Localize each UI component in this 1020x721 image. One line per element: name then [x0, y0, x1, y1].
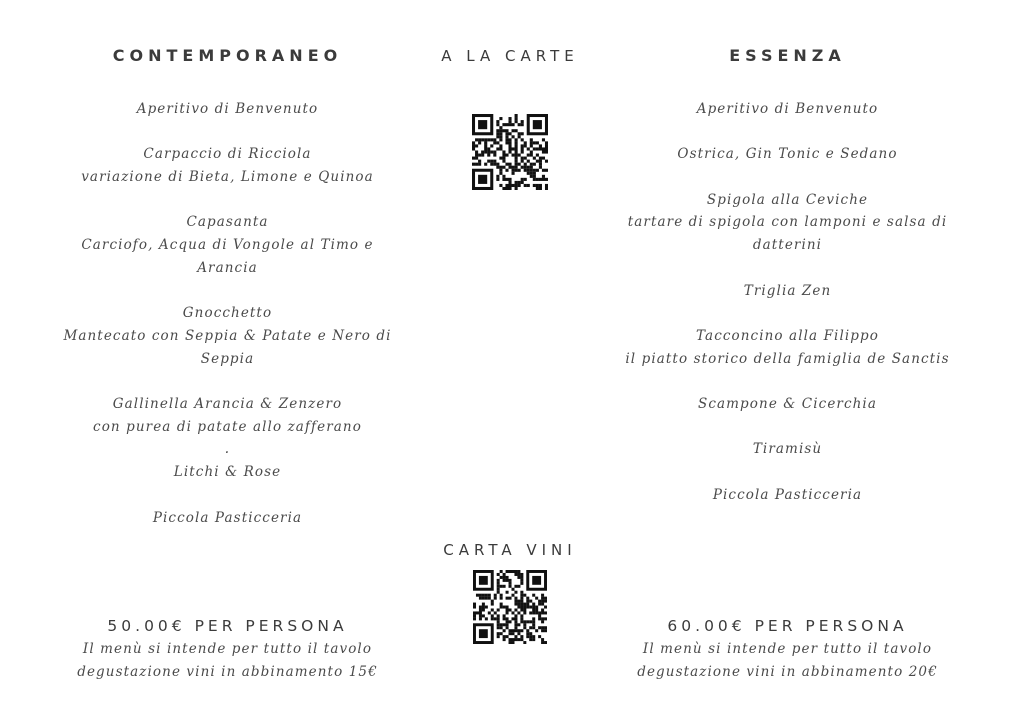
menu-line	[60, 189, 395, 212]
essenza-menu	[625, 98, 950, 507]
contemporaneo-note-line2: degustazione vini in abbinamento 15€	[77, 663, 378, 680]
menu-line: Ostrica, Gin Tonic e Sedano	[677, 146, 898, 163]
menu-line: .	[224, 441, 231, 458]
contemporaneo-note-line1: Il menù si intende per tutto il tavolo	[82, 641, 373, 657]
menu-line: Tiramisù	[752, 441, 823, 458]
qr-code-icon[interactable]	[473, 570, 547, 644]
menu-line: Gnocchetto	[182, 305, 273, 322]
essenza-price: 60.00€ PER PERSONA	[667, 617, 908, 635]
menu-line: il piatto storico della famiglia de Sanctis	[625, 350, 950, 367]
essenza-note-line2: degustazione vini in abbinamento 20€	[637, 663, 938, 680]
a-la-carte-section	[410, 47, 610, 65]
menu-line	[625, 461, 950, 484]
menu-line: Capasanta	[186, 214, 269, 231]
menu-line: Aperitivo di Benvenuto	[136, 101, 319, 117]
menu-line: datterini	[752, 237, 823, 254]
menu-line: Gallinella Arancia & Zenzero	[112, 396, 343, 413]
contemporaneo-column	[60, 46, 395, 65]
contemporaneo-price: 50.00€ PER PERSONA	[107, 617, 348, 635]
menu-line: Aperitivo di Benvenuto	[696, 101, 879, 117]
menu-line: Spigola alla Ceviche	[706, 191, 869, 208]
menu-line: Mantecato con Seppia & Patate e Nero di	[63, 327, 392, 344]
menu-line	[60, 484, 395, 507]
menu-line	[625, 257, 950, 280]
menu-line	[60, 121, 395, 144]
menu-line: con purea di patate allo zafferano	[93, 418, 362, 435]
menu-line: Carciofo, Acqua di Vongole al Timo e	[81, 237, 374, 254]
menu-line: Triglia Zen	[743, 282, 832, 299]
contemporaneo-menu	[60, 98, 395, 529]
carta-vini-title: CARTA VINI	[443, 541, 577, 559]
menu-line: Piccola Pasticceria	[152, 509, 303, 526]
menu-line	[625, 166, 950, 189]
contemporaneo-footer	[60, 617, 395, 635]
menu-line	[625, 370, 950, 393]
contemporaneo-note	[60, 638, 395, 683]
menu-line: Piccola Pasticceria	[712, 486, 863, 503]
menu-line: Tacconcino alla Filippo	[696, 327, 879, 344]
menu-line	[625, 416, 950, 439]
contemporaneo-title: CONTEMPORANEO	[112, 46, 343, 65]
menu-line	[625, 121, 950, 144]
essenza-column	[625, 46, 950, 65]
menu-line: Seppia	[200, 350, 255, 367]
menu-line	[60, 280, 395, 303]
essenza-footer	[625, 617, 950, 635]
essenza-note	[625, 638, 950, 683]
menu-line: tartare di spigola con lamponi e salsa di	[627, 214, 948, 231]
essenza-note-line1: Il menù si intende per tutto il tavolo	[642, 641, 933, 657]
menu-line: Litchi & Rose	[173, 464, 282, 481]
menu-line	[625, 302, 950, 325]
menu-line: Carpaccio di Ricciola	[143, 146, 312, 163]
menu-line	[60, 370, 395, 393]
menu-line: Arancia	[197, 259, 258, 276]
essenza-title: ESSENZA	[729, 46, 846, 65]
qr-code-icon[interactable]	[472, 114, 548, 190]
a-la-carte-title: A LA CARTE	[441, 47, 579, 65]
menu-line: Scampone & Cicerchia	[698, 396, 877, 413]
carta-vini-section	[410, 541, 610, 559]
menu-line: variazione di Bieta, Limone e Quinoa	[81, 169, 374, 186]
